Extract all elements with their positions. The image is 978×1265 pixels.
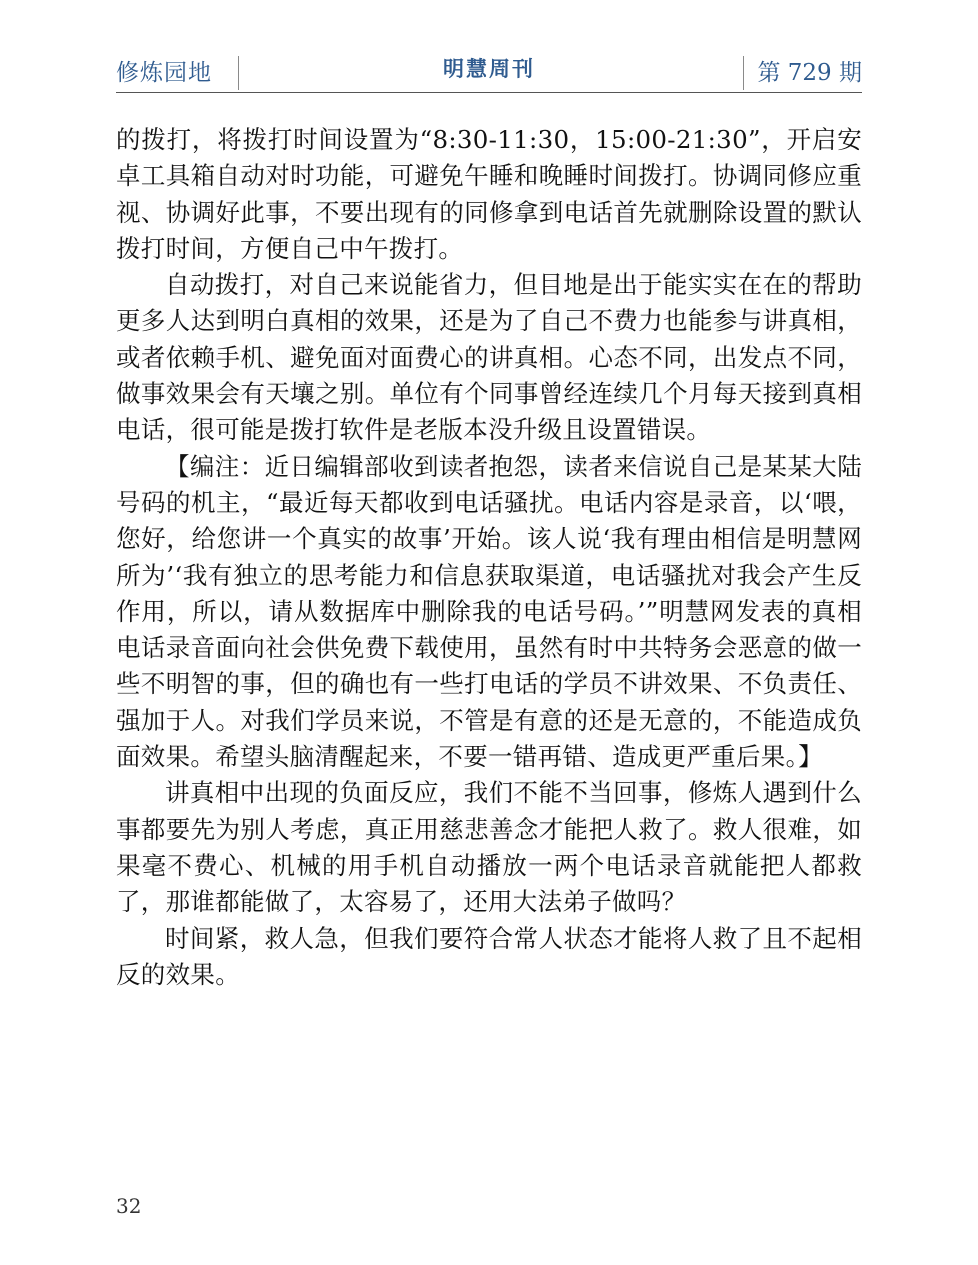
page-header [116,48,862,92]
paragraph: 讲真相中出现的负面反应，我们不能不当回事，修炼人遇到什么事都要先为别人考虑，真正用慈悲善念才能把人救了。救人很难，如果毫不费心、机械的用手机自动播放一两个电话录音就能把人都救了，那谁都能做了，太容易了，还用大法弟子做吗？ [116,778,862,917]
header-rule [116,92,862,93]
paragraph: 自动拨打，对自己来说能省力，但目地是出于能实实在在的帮助更多人达到明白真相的效果，还是为了自己不费力也能参与讲真相，或者依赖手机、避免面对面费心的讲真相。心态不同，出发点不同，做事效果会有天壤之别。单位有个同事曾经连续几个月每天接到真相电话，很可能是拨打软件是老版本没升级且设置错误。 [116,270,862,445]
page-number: 32 [116,1194,142,1218]
paragraph-continued: 的拨打，将拨打时间设置为“8:30-11:30，15:00-21:30”，开启安卓工具箱自动对时功能，可避免午睡和晚睡时间拨打。协调同修应重视、协调好此事，不要出现有的同修拿到电话首先就删除设置的默认拨打时间，方便自己中午拨打。 [116,125,862,263]
header-divider-right [743,56,744,90]
paragraph: 时间紧，救人急，但我们要符合常人状态才能将人救了且不起相反的效果。 [116,923,862,989]
section-title: 修炼园地 [116,60,212,86]
article-body [116,122,862,993]
publication-title: 明慧周刊 [443,57,535,81]
issue-number: 第 729 期 [757,60,862,86]
editor-note: 【编注：近日编辑部收到读者抱怨，读者来信说自己是某某大陆号码的机主，“最近每天都收到电话骚扰。电话内容是录音，以‘喂，您好，给您讲一个真实的故事’开始。该人说‘我有理由相信是明慧网所为’‘我有独立的思考能力和信息获取渠道，电话骚扰对我会产生反作用，所以，请从数据库中删除我的电话号码。’”明慧网发表的真相电话录音面向社会供免费下载使用，虽然有时中共特务会恶意的做一些不明智的事，但的确也有一些打电话的学员不讲效果、不负责任、强加于人。对我们学员来说，不管是有意的还是无意的，不能造成负面效果。希望头脑清醒起来，不要一错再错、造成更严重后果。】 [116,451,862,772]
